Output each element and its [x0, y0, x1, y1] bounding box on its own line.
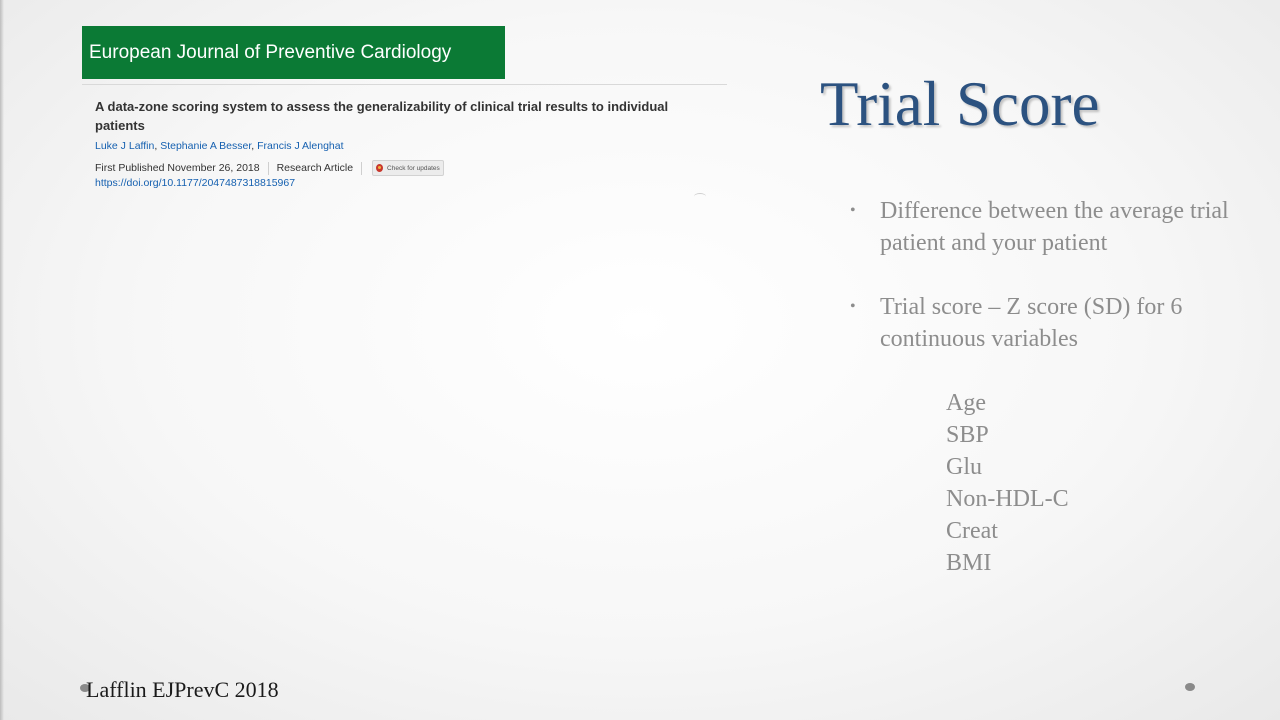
bullet-icon: • [850, 202, 856, 219]
divider [82, 84, 727, 85]
meta-divider [361, 162, 362, 175]
bullet-item [848, 291, 1268, 355]
crossmark-icon [376, 164, 383, 172]
bullet-text: Trial score – Z score (SD) for 6 continuous variables [880, 294, 1183, 352]
bullet-list [848, 195, 1268, 355]
variable-item: SBP [946, 422, 989, 448]
variable-list [946, 387, 1069, 579]
bullet-item [848, 195, 1268, 259]
slide-title: Trial Score [820, 69, 1100, 139]
variable-item: Glu [946, 454, 982, 480]
bullet-icon: • [850, 298, 856, 315]
corner-dot-icon [1185, 683, 1195, 691]
meta-divider [268, 162, 269, 175]
author-link[interactable]: Stephanie A Besser [160, 140, 252, 152]
variable-item: Creat [946, 518, 998, 544]
check-for-updates-label: Check for updates [387, 164, 440, 172]
check-for-updates-button[interactable] [372, 160, 444, 176]
slide-edge-shadow [0, 0, 4, 720]
variable-item: BMI [946, 550, 992, 576]
variable-item: Non-HDL-C [946, 486, 1069, 512]
doi-link[interactable]: https://doi.org/10.1177/2047487318815967 [95, 177, 296, 189]
bullet-text: Difference between the average trial patient and your patient [880, 198, 1229, 256]
publication-date: First Published November 26, 2018 [95, 162, 260, 174]
decorative-mark [694, 193, 706, 200]
citation: Lafflin EJPrevC 2018 [86, 677, 279, 702]
author-link[interactable]: Francis J Alenghat [257, 140, 344, 152]
author-link[interactable]: Luke J Laffin [95, 140, 155, 152]
article-type: Research Article [276, 162, 354, 174]
article-title[interactable]: A data-zone scoring system to assess the generalizability of clinical trial results to individual patients [95, 99, 669, 133]
article-meta [95, 160, 444, 176]
author-list: Luke J Laffin, Stephanie A Besser, Francis J Alenghat [95, 140, 344, 152]
variable-item: Age [946, 390, 986, 416]
journal-banner: European Journal of Preventive Cardiology [82, 26, 505, 79]
